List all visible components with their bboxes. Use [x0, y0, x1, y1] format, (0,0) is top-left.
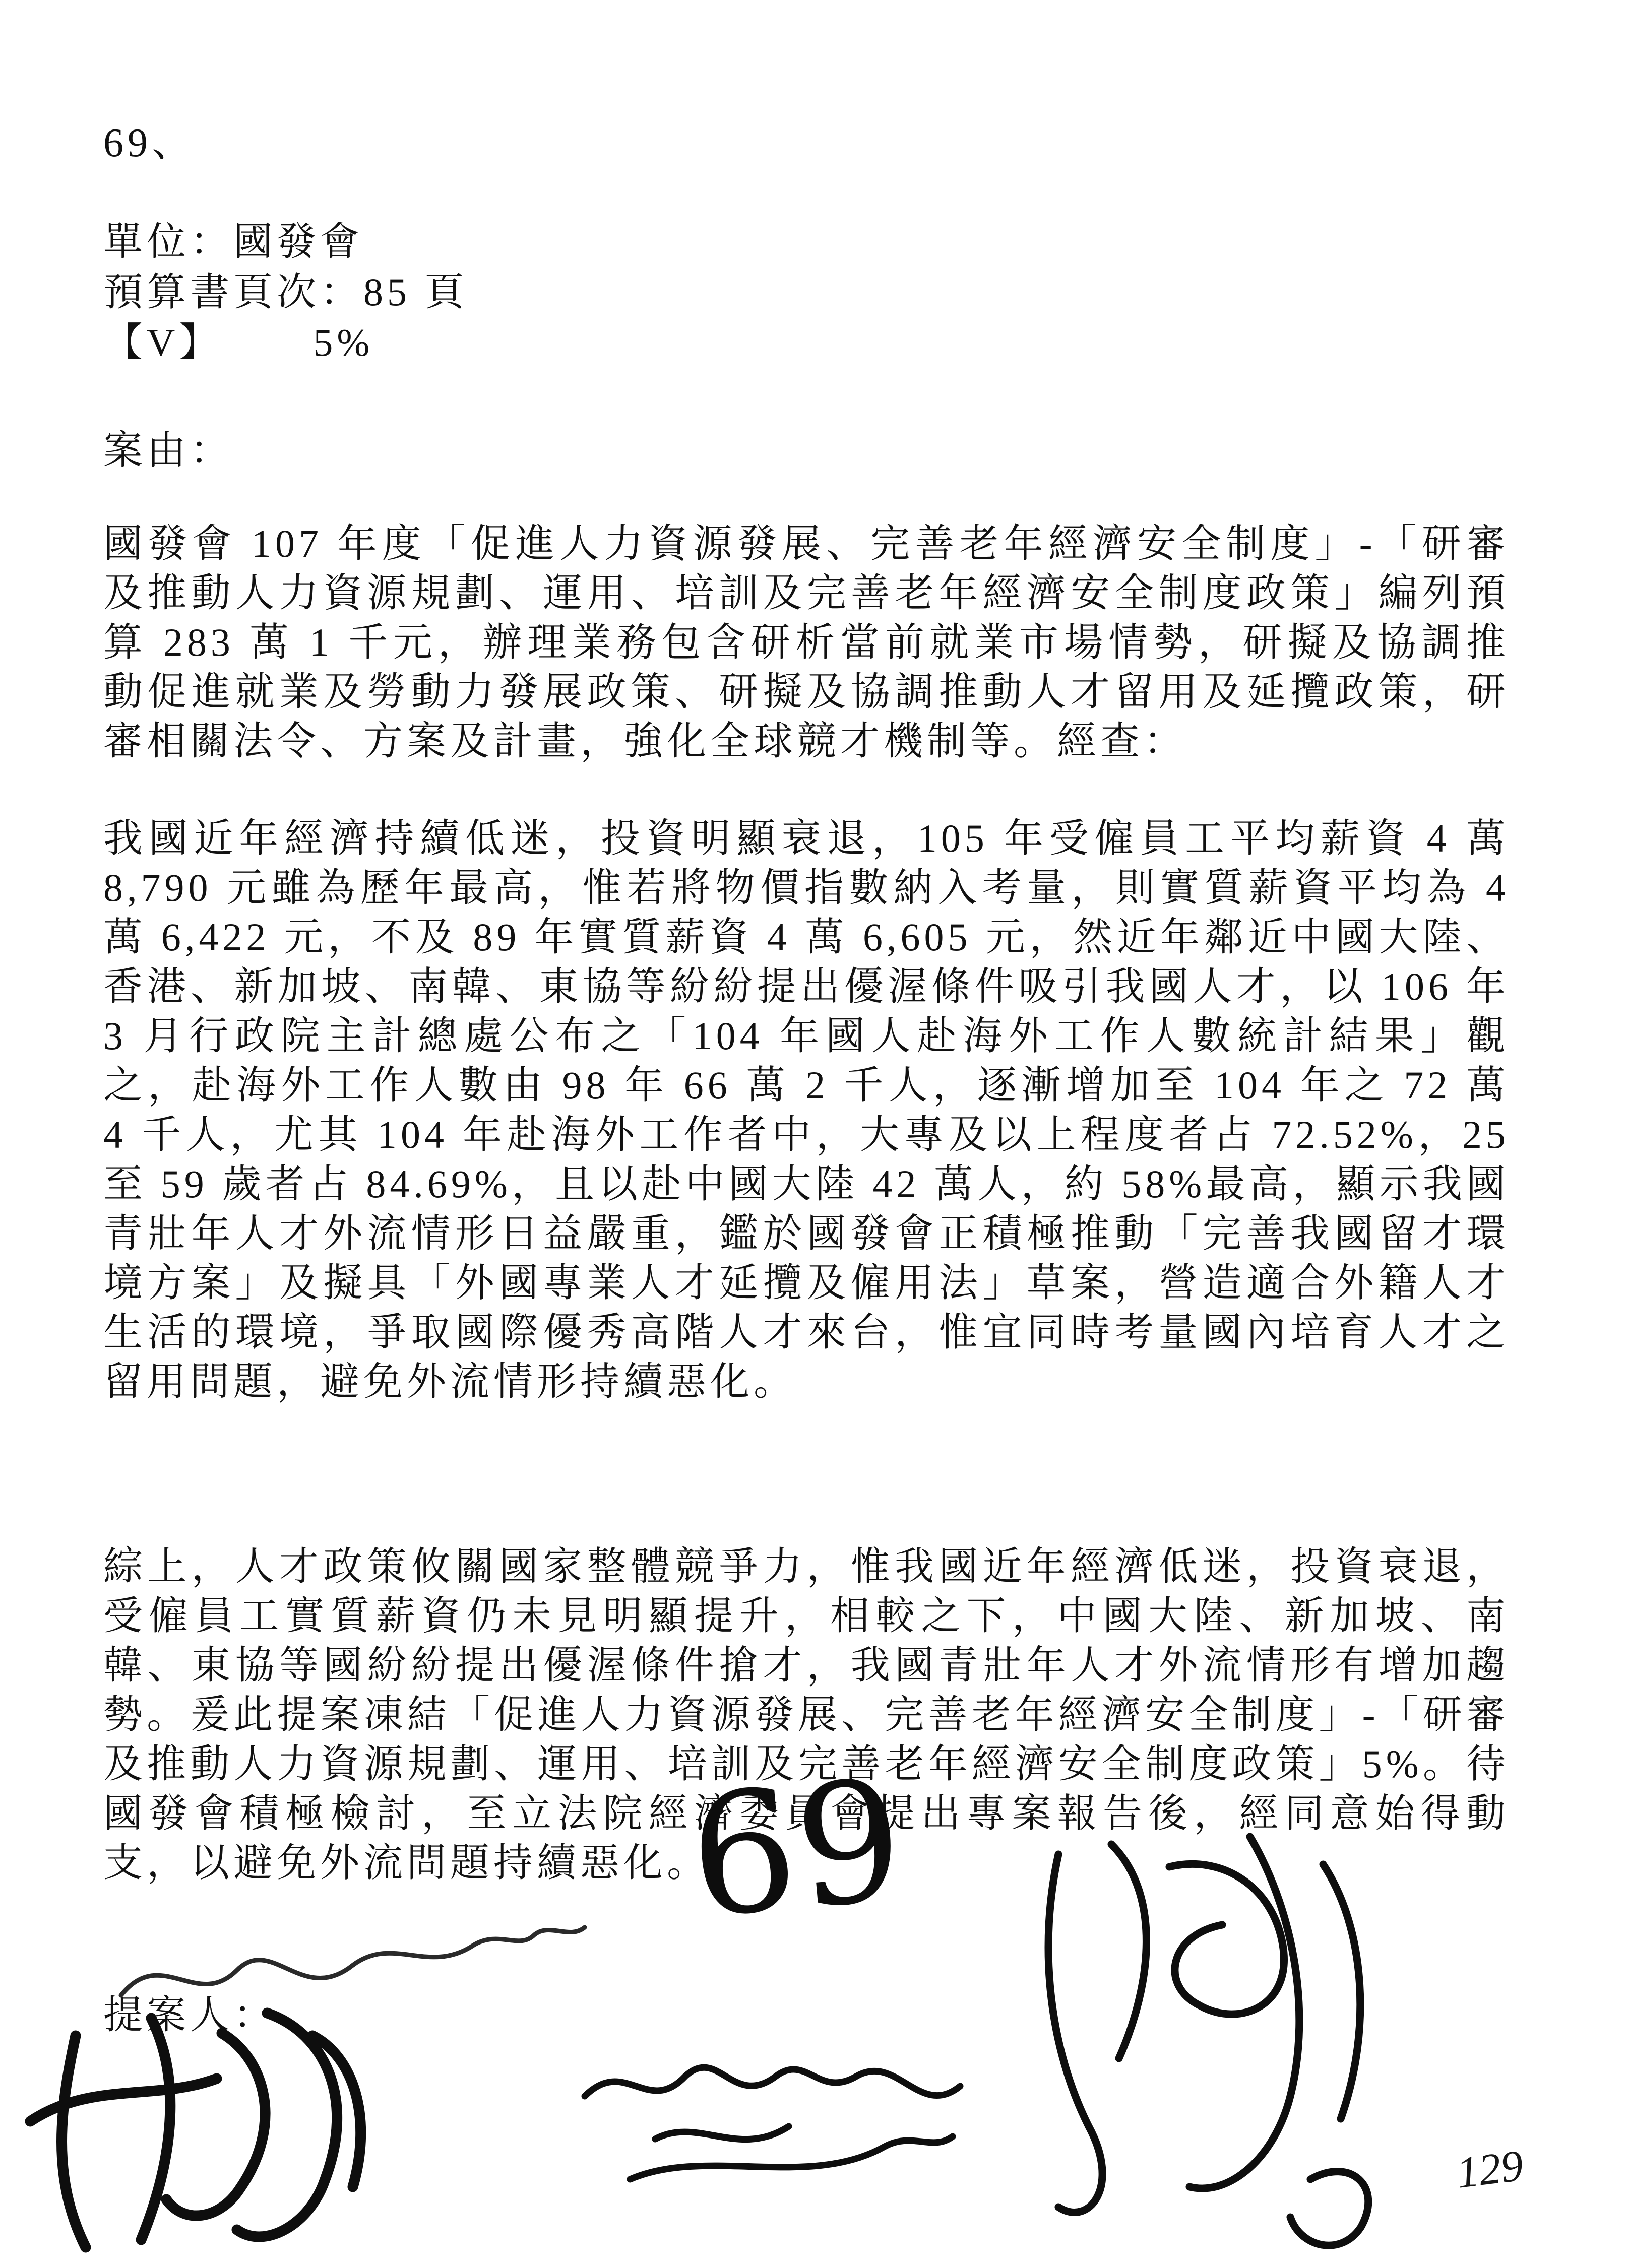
handwritten-case-number: 69 [682, 1743, 910, 1955]
signature-area [0, 1794, 1628, 2268]
budget-page-line: 預算書頁次：85 頁 [103, 270, 468, 314]
checkbox-line [103, 317, 1510, 368]
unit-line: 單位：國發會 [103, 220, 364, 264]
signature-scribble-3 [585, 2067, 960, 2179]
signatures-canvas [0, 1794, 1628, 2268]
proposer-label: 提案人： [103, 1993, 277, 2037]
meta-block [103, 217, 1510, 368]
case-paragraph-2: 我國近年經濟持續低迷，投資明顯衰退，105 年受僱員工平均薪資 4 萬 8,790 元雖為歷年最高，惟若將物價指數納入考量，則實質薪資平均為 4 萬 6,422 元，不及 89 年實質薪資 4 萬 6,605 元，然近年鄰近中國大陸、香港、新加坡、南韓、東協等紛紛提出優渥條件吸引我國人才，以 106 年 3 月行政院主計總處公布之「104 年國人赴海外工作人數統計結果」觀之，赴海外工作人數由 98 年 66 萬 2 千人，逐漸增加至 104 年之 72 萬 4 千人，尤其 104 年赴海外工作者中，大專及以上程度者占 72.52%，25 至 59 歲者占 84.69%，且以赴中國大陸 42 萬人，約 58%最高，顯示我國青壯年人才外流情形日益嚴重，鑑於國發會正積極推動「完善我國留才環境方案」及擬具「外國專業人才延攬及僱用法」草案，營造適合外籍人才生活的環境，爭取國際優秀高階人才來台，惟宜同時考量國內培育人才之留用問題，避免外流情形持續惡化。 [103, 816, 1510, 1403]
case-paragraph-1: 國發會 107 年度「促進人力資源發展、完善老年經濟安全制度」-「研審及推動人力資源規劃、運用、培訓及完善老年經濟安全制度政策」編列預算 283 萬 1 千元，辦理業務包含研析當前就業市場情勢，研擬及協調推動促進就業及勞動力發展政策、研擬及協調推動人才留用及延攬政策，研審相關法令、方案及計畫，強化全球競才機制等。經查： [103, 522, 1510, 763]
signature-scribble-1 [121, 1927, 585, 1995]
case-paragraph-3: 綜上，人才政策攸關國家整體競爭力，惟我國近年經濟低迷，投資衰退，受僱員工實質薪資仍未見明顯提升，相較之下，中國大陸、新加坡、南韓、東協等國紛紛提出優渥條件搶才，我國青壯年人才外流情形有增加趨勢。爰此提案凍結「促進人力資源發展、完善老年經濟安全制度」-「研審及推動人力資源規劃、運用、培訓及完善老年經濟安全制度政策」5%。待國發會積極檢討，至立法院經濟委員會提出專案報告後，經同意始得動支，以避免外流問題持續惡化。 [103, 1544, 1510, 1885]
handwritten-page-number: 129 [1454, 2141, 1526, 2198]
case-label: 案由： [103, 428, 234, 472]
item-number: 69、 [103, 121, 196, 165]
checkbox-mark: 【V】 [103, 320, 223, 364]
checkbox-percentage: 5% [313, 320, 374, 364]
signature-scribble-4 [1048, 1837, 1368, 2245]
signature-scribble-2 [30, 2013, 361, 2247]
